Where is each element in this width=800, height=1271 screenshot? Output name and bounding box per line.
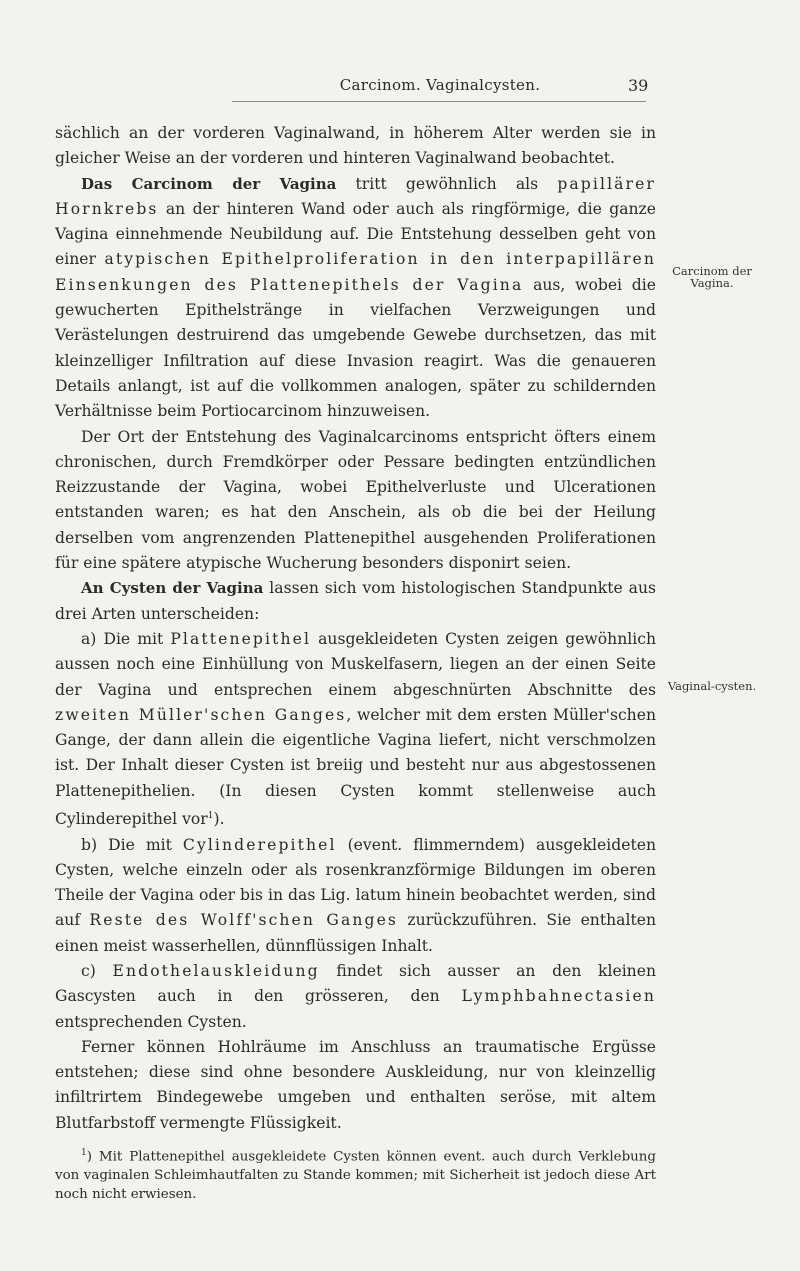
paragraph-a bbox=[55, 627, 656, 833]
header-rule bbox=[232, 101, 646, 102]
spaced-term: Lymphbahnectasien bbox=[461, 987, 656, 1006]
spaced-term: Plattenepithel bbox=[170, 629, 312, 648]
text-run: , welcher mit dem ersten Müller'schen Gange, der dann allein die eigentliche Vagina liefert, nicht verschmolzen ist. Der Inhalt dieser Cysten ist breiig und besteht nur aus abgestossenen Plattenepithelien. (In diesen Cysten kommt stellenweise auch Cylinderepithel vor bbox=[55, 705, 657, 829]
text-run: ausgekleideten Cysten zeigen gewöhnlich aussen noch eine Einhüllung von Muskelfasern, liegen an der einen Seite der Vagina und entsprechen einem abgeschnürten Abschnitte des bbox=[55, 629, 656, 699]
paragraph-1: sächlich an der vorderen Vaginalwand, in höherem Alter werden sie in gleicher Weise an der vorderen und hinteren Vaginalwand beobachtet. bbox=[55, 124, 656, 168]
text-run: findet sich ausser an den kleinen Gascysten auch in den grösseren, den bbox=[55, 961, 656, 1006]
text-run: entsprechenden Cysten. bbox=[55, 1012, 247, 1031]
paragraph-carcinom bbox=[55, 172, 656, 425]
text-run: ). bbox=[213, 810, 225, 829]
text-run: c) bbox=[81, 961, 113, 980]
text-run: aus, wobei die gewucherten Epithelstränge in vielfachen Verzweigungen und Verästelungen destruirend das umgebende Gewebe durchsetzen, das mit kleinzelliger Infiltration auf diese Invasion reagirt. Was die genaueren Details anlangt, ist auf die vollkommen analogen, später zu schildernden Verhältnisse beim Portiocarcinom hinzuweisen. bbox=[55, 275, 656, 421]
text-run: (event. flimmerndem) ausgekleideten Cysten, welche einzeln oder als rosenkranzförmige Bildungen im oberen Theile der Vagina oder bis in das Lig. latum hinein beobachtet werden, sind auf bbox=[55, 835, 656, 930]
text-run: zurückzuführen. Sie enthalten einen meist wasserhellen, dünnflüssigen Inhalt. bbox=[55, 911, 656, 955]
text-run: a) Die mit bbox=[81, 629, 171, 648]
text-run: tritt gewöhnlich als bbox=[336, 174, 558, 193]
footnote-mark: 1 bbox=[81, 1148, 87, 1158]
page-number: 39 bbox=[628, 76, 649, 95]
section-lead-carcinom: Das Carcinom der Vagina bbox=[81, 174, 337, 193]
text-run: b) Die mit bbox=[81, 835, 183, 854]
spaced-term: Endothelauskleidung bbox=[112, 961, 320, 980]
spaced-term: Reste des Wolff'schen Ganges bbox=[89, 911, 399, 930]
footnote-ref[interactable]: 1 bbox=[207, 811, 214, 822]
text-run: lassen sich vom histologischen Standpunkte aus drei Arten unterscheiden: bbox=[55, 579, 656, 623]
paragraph-hohlraeume: Ferner können Hohlräume im Anschluss an traumatische Ergüsse entstehen; diese sind ohne besondere Auskleidung, nur von kleinzellig infiltrirtem Bindegewebe umgeben und enthalten seröse, mit altem Blutfarbstoff vermengte Flüssigkeit. bbox=[55, 1037, 656, 1132]
paragraph-b bbox=[55, 833, 656, 959]
footnote bbox=[55, 1144, 656, 1204]
paragraph-c bbox=[55, 959, 656, 1035]
spaced-term: papillärer Hornkrebs bbox=[55, 174, 656, 218]
spaced-term: zweiten Müller'schen Ganges bbox=[55, 705, 347, 724]
section-lead-cysten: An Cysten der Vagina bbox=[81, 579, 264, 598]
paragraph-cysten bbox=[55, 576, 656, 627]
running-title: Carcinom. Vaginalcysten. bbox=[339, 76, 541, 94]
spaced-term: Cylinderepithel bbox=[182, 835, 337, 854]
text-run: an der hinteren Wand oder auch als ringförmige, die ganze Vagina einnehmende Neubildung auf. Die Entstehung desselben geht von einer bbox=[55, 199, 656, 269]
spaced-term: atypischen Epithelproliferation in den interpapillären Einsenkungen des Plattenepithels der Vagina bbox=[55, 250, 656, 294]
margin-note-cysten: Vaginal-cysten. bbox=[667, 679, 757, 693]
paragraph-entstehung: Der Ort der Entstehung des Vaginalcarcinoms entspricht öfters einem chronischen, durch Fremdkörper oder Pessare bedingten entzündlichen Reizzustande der Vagina, wobei Epithelverluste und Ulcerationen entstanden waren; es hat den Anschein, als ob die bei der Heilung derselben vom angrenzenden Plattenepithel ausgehenden Proliferationen für eine spätere atypische Wucherung besonders disponirt seien. bbox=[55, 427, 656, 573]
body-text bbox=[55, 121, 656, 1136]
margin-note-carcinom: Carcinom der Vagina. bbox=[672, 264, 752, 290]
footnote-text: ) Mit Plattenepithel ausgekleidete Cysten können event. auch durch Verklebung von vaginalen Schleimhautfalten zu Stande kommen; mit Sicherheit ist jedoch diese Art noch nicht erwiesen. bbox=[55, 1149, 656, 1203]
